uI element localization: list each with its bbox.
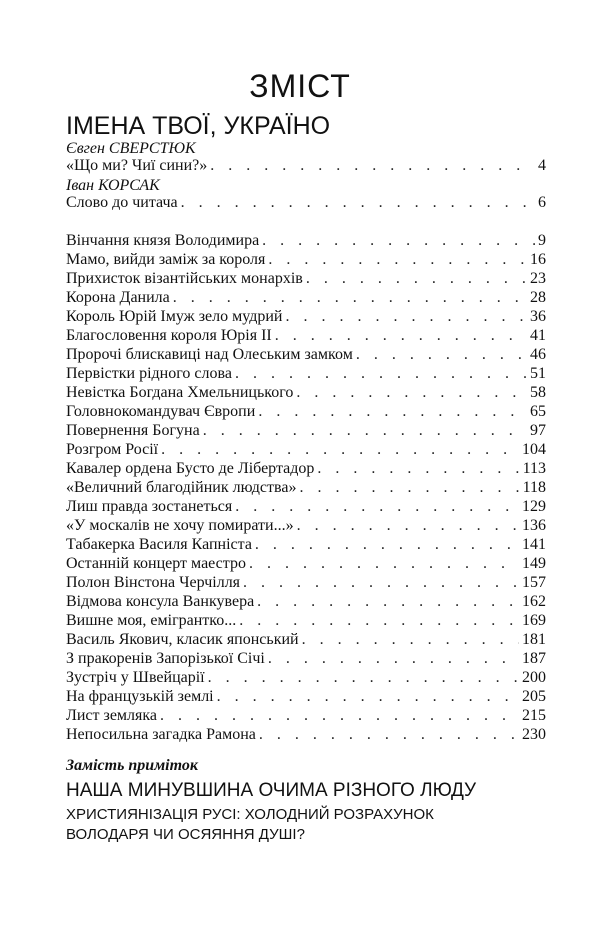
toc-entry-title: Лист земляка xyxy=(66,707,158,724)
toc-entry-page: 104 xyxy=(522,441,546,458)
toc-entry[interactable] xyxy=(66,574,546,594)
toc-entry[interactable] xyxy=(66,498,546,518)
toc-entry-title: Король Юрій Імуж зело мудрий xyxy=(66,308,283,325)
leader-dots xyxy=(249,555,519,573)
leader-dots xyxy=(285,308,527,326)
toc-entry[interactable] xyxy=(66,251,546,271)
toc-entry[interactable] xyxy=(66,612,546,632)
toc-entry-title: Зустріч у Швейцарії xyxy=(66,669,205,686)
leader-dots xyxy=(243,574,519,592)
author-name: Іван КОРСАК xyxy=(66,177,160,194)
toc-entry-page: 58 xyxy=(530,384,546,401)
toc-entry-page: 65 xyxy=(530,403,546,420)
toc-entry[interactable] xyxy=(66,688,546,708)
leader-dots xyxy=(161,441,519,459)
toc-entry-page: 16 xyxy=(530,251,546,268)
leader-dots xyxy=(302,631,519,649)
toc-entry-page: 9 xyxy=(538,232,546,249)
toc-entry[interactable] xyxy=(66,441,546,461)
author-name: Євген СВЕРСТЮК xyxy=(66,140,196,157)
toc-entry-page: 23 xyxy=(530,270,546,287)
toc-entry-title: З пракоренів Запорізької Січі xyxy=(66,650,265,667)
toc-entry-title: Відмова консула Ванкувера xyxy=(66,593,255,610)
toc-entry-page: 97 xyxy=(530,422,546,439)
leader-dots xyxy=(160,707,519,725)
toc-entry-title: Василь Якович, класик японський xyxy=(66,631,299,648)
appendix-title-line: ХРИСТИЯНІЗАЦІЯ РУСІ: ХОЛОДНИЙ РОЗРАХУНОК xyxy=(66,806,434,823)
toc-entry[interactable] xyxy=(66,232,546,252)
toc-entry-page: 4 xyxy=(538,157,546,174)
leader-dots xyxy=(296,384,527,402)
toc-entry-title: Благословення короля Юрія II xyxy=(66,327,272,344)
toc-entry-title: Кавалер ордена Бусто де Лібертадор xyxy=(66,460,315,477)
toc-entry[interactable] xyxy=(66,631,546,651)
toc-entry[interactable] xyxy=(66,460,546,480)
toc-entry-page: 215 xyxy=(522,707,546,724)
leader-dots xyxy=(181,194,535,212)
leader-dots xyxy=(255,536,519,554)
toc-entry[interactable] xyxy=(66,365,546,385)
leader-dots xyxy=(306,270,527,288)
toc-entry[interactable] xyxy=(66,194,546,214)
toc-entry-title: На французькій землі xyxy=(66,688,214,705)
appendix-heading: НАША МИНУВШИНА ОЧИМА РІЗНОГО ЛЮДУ xyxy=(66,780,477,801)
toc-entry-page: 205 xyxy=(522,688,546,705)
leader-dots xyxy=(257,593,519,611)
toc-entry-page: 51 xyxy=(530,365,546,382)
toc-entry-page: 28 xyxy=(530,289,546,306)
toc-entry-title: Первістки рідного слова xyxy=(66,365,232,382)
leader-dots xyxy=(317,460,519,478)
toc-entry-title: Полон Вінстона Черчілля xyxy=(66,574,241,591)
toc-entry-title: Вінчання князя Володимира xyxy=(66,232,260,249)
toc-entry-title: Корона Данила xyxy=(66,289,170,306)
leader-dots xyxy=(173,289,527,307)
toc-entry-title: «Величний благодійник людства» xyxy=(66,479,297,496)
leader-dots xyxy=(235,365,527,383)
notes-label: Замість приміток xyxy=(66,757,198,774)
section-heading: ІМЕНА ТВОЇ, УКРАЇНО xyxy=(66,112,331,140)
toc-entry[interactable] xyxy=(66,384,546,404)
leader-dots xyxy=(208,669,519,687)
appendix-title-line: ВОЛОДАРЯ ЧИ ОСЯЯННЯ ДУШІ? xyxy=(66,826,305,843)
leader-dots xyxy=(203,422,527,440)
toc-entry[interactable] xyxy=(66,707,546,727)
toc-entry-title: Вишне моя, емігрантко... xyxy=(66,612,237,629)
toc-entry-title: Головнокомандувач Європи xyxy=(66,403,256,420)
toc-entry-page: 157 xyxy=(522,574,546,591)
toc-entry-page: 200 xyxy=(522,669,546,686)
toc-entry-page: 46 xyxy=(530,346,546,363)
leader-dots xyxy=(356,346,527,364)
toc-entry-page: 36 xyxy=(530,308,546,325)
leader-dots xyxy=(210,157,535,175)
toc-entry-title: Слово до читача xyxy=(66,194,178,211)
toc-entry-page: 141 xyxy=(522,536,546,553)
toc-entry[interactable] xyxy=(66,536,546,556)
toc-entry-title: Розгром Росії xyxy=(66,441,159,458)
leader-dots xyxy=(235,498,519,516)
toc-entry[interactable] xyxy=(66,403,546,423)
toc-entry[interactable] xyxy=(66,289,546,309)
toc-entry-title: Прихисток візантійських монархів xyxy=(66,270,303,287)
toc-entry[interactable] xyxy=(66,517,546,537)
toc-entry-title: Мамо, вийди заміж за короля xyxy=(66,251,266,268)
toc-entry-page: 162 xyxy=(522,593,546,610)
toc-entry[interactable] xyxy=(66,308,546,328)
toc-entry-page: 129 xyxy=(522,498,546,515)
toc-entry-title: Пророчі блискавиці над Олеським замком xyxy=(66,346,353,363)
toc-entry[interactable] xyxy=(66,555,546,575)
toc-entry[interactable] xyxy=(66,157,546,177)
toc-entry-title: «У москалів не хочу помирати...» xyxy=(66,517,294,534)
toc-entry-page: 6 xyxy=(538,194,546,211)
leader-dots xyxy=(258,403,527,421)
leader-dots xyxy=(268,251,527,269)
leader-dots xyxy=(259,726,519,744)
toc-entry[interactable] xyxy=(66,726,546,746)
toc-entry-page: 136 xyxy=(522,517,546,534)
toc-entry-page: 187 xyxy=(522,650,546,667)
leader-dots xyxy=(275,327,527,345)
toc-entry[interactable] xyxy=(66,346,546,366)
toc-entry[interactable] xyxy=(66,270,546,290)
toc-entry-title: Лиш правда зостанеться xyxy=(66,498,233,515)
leader-dots xyxy=(297,517,519,535)
toc-entry-title: Повернення Богуна xyxy=(66,422,200,439)
toc-entry[interactable] xyxy=(66,479,546,499)
leader-dots xyxy=(299,479,519,497)
toc-entry[interactable] xyxy=(66,422,546,442)
leader-dots xyxy=(239,612,519,630)
leader-dots xyxy=(217,688,519,706)
leader-dots xyxy=(268,650,519,668)
toc-entry-page: 118 xyxy=(522,479,546,496)
toc-entry[interactable] xyxy=(66,593,546,613)
toc-entry-page: 41 xyxy=(530,327,546,344)
toc-entry-title: Невістка Богдана Хмельницького xyxy=(66,384,294,401)
toc-entry-title: Непосильна загадка Рамона xyxy=(66,726,256,743)
toc-entry-title: «Що ми? Чиї сини?» xyxy=(66,157,208,174)
toc-entry-page: 149 xyxy=(522,555,546,572)
toc-entry-title: Табакерка Василя Капніста xyxy=(66,536,252,553)
page-title: ЗМІСТ xyxy=(249,68,351,104)
toc-entry-page: 169 xyxy=(522,612,546,629)
leader-dots xyxy=(262,232,535,250)
toc-entry[interactable] xyxy=(66,327,546,347)
toc-entry[interactable] xyxy=(66,650,546,670)
toc-entry-title: Останній концерт маестро xyxy=(66,555,246,572)
toc-entry-page: 113 xyxy=(522,460,546,477)
toc-entry[interactable] xyxy=(66,669,546,689)
toc-entry-page: 230 xyxy=(522,726,546,743)
toc-entry-page: 181 xyxy=(522,631,546,648)
